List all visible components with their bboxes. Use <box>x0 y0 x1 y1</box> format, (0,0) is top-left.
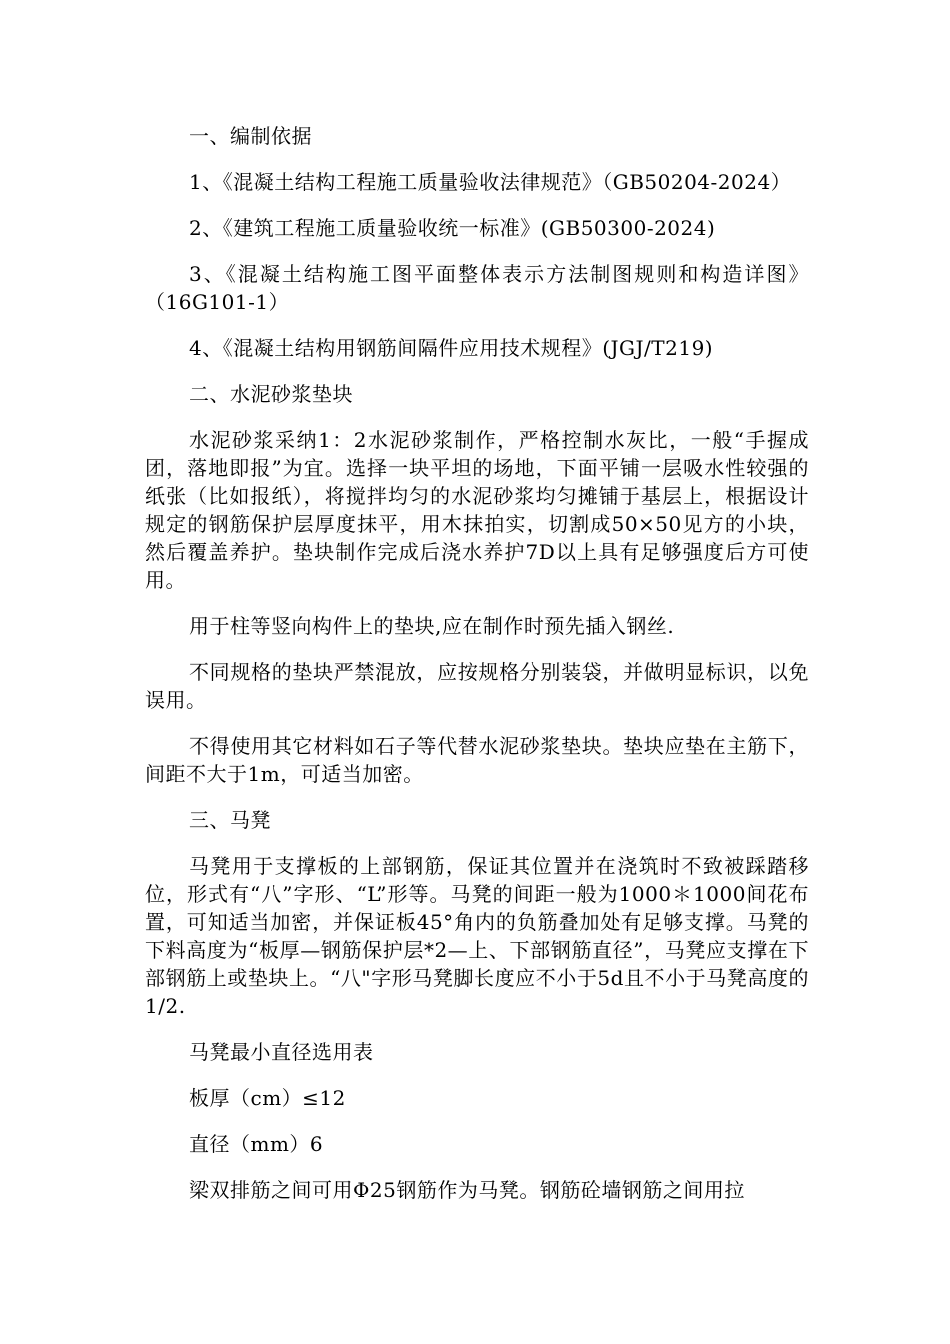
section-heading-basis: 一、编制依据 <box>189 124 312 148</box>
beam-chair-paragraph: 梁双排筋之间可用Φ25钢筋作为马凳。钢筋砼墙钢筋之间用拉 <box>189 1178 745 1202</box>
chair-paragraph: 马凳用于支撑板的上部钢筋，保证其位置并在浇筑时不致被踩踏移位，形式有“八”字形、“L”形等。马凳的间距一般为1000＊1000间花布置，可知适当加密，并保证板45°角内的负筋叠加处有足够支撑。马凳的下料高度为“板厚—钢筋保护层*2—上、下部钢筋直径”，马凳应支撑在下部钢筋上或垫块上。“八"字形马凳脚长度应不小于5d且不小于马凳高度的1/2. <box>145 854 809 1018</box>
slab-thickness-line: 板厚（cm）≤12 <box>189 1086 346 1110</box>
chair-table-title: 马凳最小直径选用表 <box>189 1040 374 1064</box>
section-heading-mortar-block: 二、水泥砂浆垫块 <box>189 382 353 406</box>
reference-item-3: 3、《混凝土结构施工图平面整体表示方法制图规则和构造详图》（16G101-1） <box>145 262 809 314</box>
reference-item-2: 2、《建筑工程施工质量验收统一标准》(GB50300-2024) <box>189 216 716 240</box>
reference-item-4: 4、《混凝土结构用钢筋间隔件应用技术规程》(JGJ/T219) <box>189 336 714 360</box>
block-substitution-paragraph: 不得使用其它材料如石子等代替水泥砂浆垫块。垫块应垫在主筋下，间距不大于1m，可适当加密。 <box>145 734 809 786</box>
mortar-block-paragraph: 水泥砂浆采纳1：2水泥砂浆制作，严格控制水灰比，一般“手握成团，落地即报”为宜。选择一块平坦的场地，下面平铺一层吸水性较强的纸张（比如报纸），将搅拌均匀的水泥砂浆均匀摊铺于基层上，根据设计规定的钢筋保护层厚度抹平，用木抹拍实，切割成50×50见方的小块，然后覆盖养护。垫块制作完成后浇水养护7D以上具有足够强度后方可使用。 <box>145 428 809 592</box>
document-body <box>145 122 809 1222</box>
vertical-member-paragraph: 用于柱等竖向构件上的垫块,应在制作时预先插入钢丝. <box>189 614 675 638</box>
diameter-line: 直径（mm）6 <box>189 1132 324 1156</box>
section-heading-chair: 三、马凳 <box>189 808 271 832</box>
block-specification-paragraph: 不同规格的垫块严禁混放，应按规格分别装袋，并做明显标识，以免误用。 <box>145 660 809 712</box>
reference-item-1: 1、《混凝土结构工程施工质量验收法律规范》（GB50204-2024） <box>189 170 792 194</box>
